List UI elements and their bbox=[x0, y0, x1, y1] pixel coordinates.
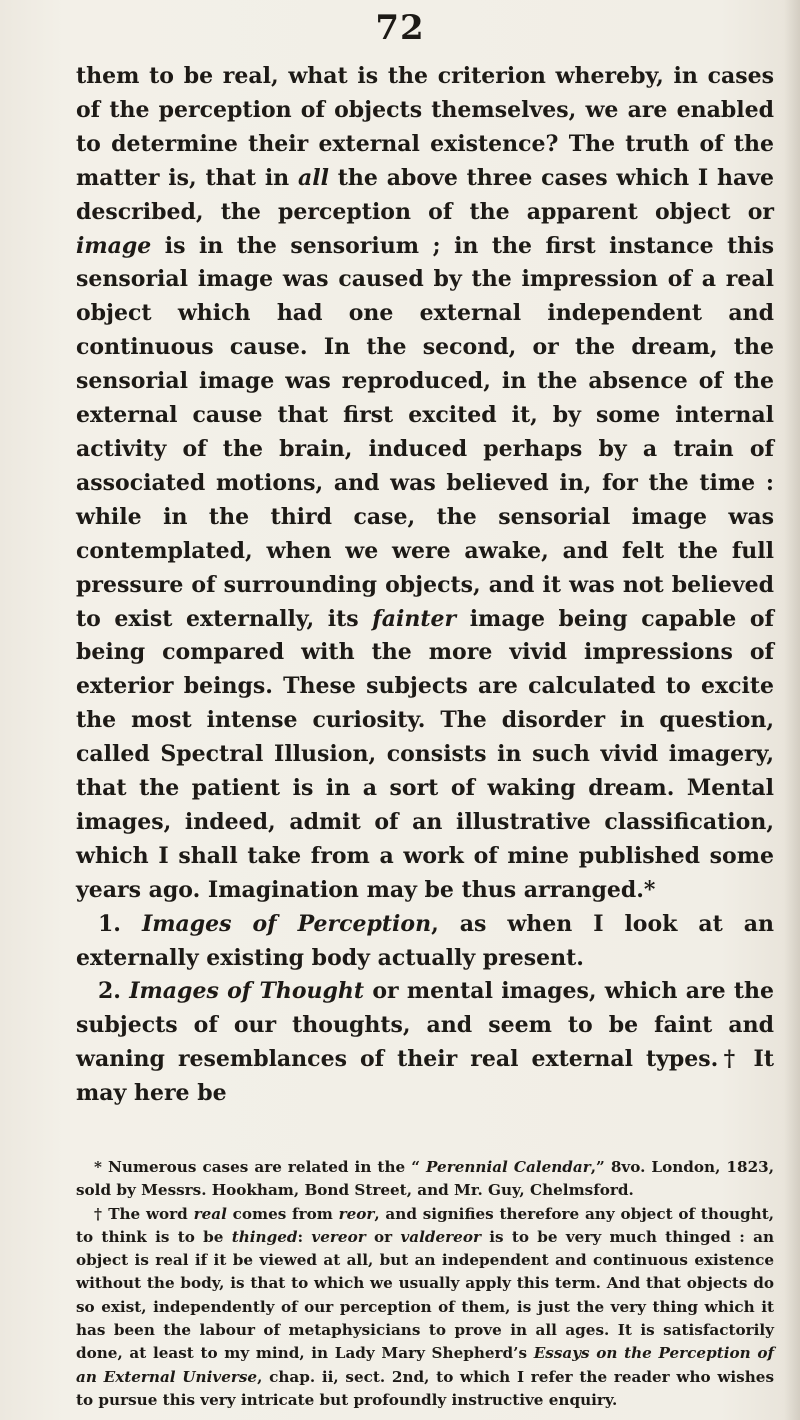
italic-text: valdereor bbox=[400, 1227, 481, 1246]
footnotes bbox=[76, 1156, 774, 1412]
paragraph bbox=[76, 908, 774, 976]
text-run: or mental images, which are the subjects of our thoughts, and seem to be faint and waning resemblances of their real external types.† It may here be bbox=[76, 978, 774, 1107]
italic-text: Essays on the Perception of an External Universe bbox=[76, 1344, 774, 1386]
paragraph bbox=[76, 60, 774, 908]
text-run: is in the sensorium ; in the first instance this sensorial image was caused by the impression of a real object which had one external independent and continuous cause. In the second, or the dream, the sensorial image was reproduced, in the absence of the external cause that first excited it, by some internal activity of the brain, induced perhaps by a train of associated motions, and was believed in, for the time : while in the third case, the sensorial image was contemplated, when we were awake, and felt the full pressure of surrounding objects, and it was not believed to exist externally, its bbox=[76, 232, 774, 632]
text-run: 2. bbox=[98, 978, 130, 1005]
footnote bbox=[76, 1203, 774, 1413]
italic-text: Perennial Calendar bbox=[426, 1158, 591, 1176]
text-run: , as when I look at an externally existing body actually present. bbox=[76, 910, 774, 971]
italic-text: Images of Perception bbox=[141, 910, 432, 937]
text-run: or bbox=[365, 1227, 401, 1246]
text-run: † The word bbox=[94, 1204, 194, 1223]
italic-text: fainter bbox=[372, 605, 457, 632]
italic-text: all bbox=[297, 164, 329, 191]
italic-text: reor bbox=[338, 1204, 375, 1223]
text-run: * Numerous cases are related in the “ bbox=[94, 1158, 427, 1176]
italic-text: thinged bbox=[231, 1227, 298, 1246]
text-run: ,” 8vo. London, 1823, sold by Messrs. Hookham, Bond Street, and Mr. Guy, Chelmsford. bbox=[76, 1158, 774, 1200]
text-run: image being capable of being compared with the more vivid impressions of exterior beings. These subjects are calculated to excite the most intense curiosity. The disorder in question, called Spectral Illusion, consists in such vivid imagery, that the patient is in a sort of waking dream. Mental images, indeed, admit of an illustrative classification, which I shall take from a work of mine published some years ago. Imagination may be thus arranged.* bbox=[76, 605, 775, 903]
text-run: 1. bbox=[98, 910, 142, 937]
italic-text: real bbox=[193, 1204, 227, 1223]
text-run: , chap. ii, sect. 2nd, to which I refer the reader who wishes to pursue this very intricate but profoundly instructive enquiry. bbox=[76, 1367, 774, 1409]
text-run: : bbox=[297, 1227, 312, 1246]
text-run: , and signifies therefore any object of thought, to think is to be bbox=[76, 1204, 775, 1246]
page-number: 72 bbox=[375, 8, 425, 48]
text-run: them to be real, what is the criterion whereby, in cases of the perception of objects themselves, we are enabled to determine their external existence? The truth of the matter is, that in bbox=[76, 63, 774, 191]
text-run: the above three cases which I have described, the perception of the apparent object or bbox=[76, 164, 774, 225]
text-run: is to be very much thinged : an object is real if it be viewed at all, but an independent and continuous existence without the body, is that to which we usually apply this term. And that objects do so exist, independently of our perception of them, is just the very thing which it has been the labour of metaphysicians to prove in all ages. It is satisfactorily done, at least to my mind, in Lady Mary Shepherd’s bbox=[76, 1227, 774, 1363]
body-text bbox=[76, 60, 774, 1111]
text-run: comes from bbox=[226, 1204, 339, 1223]
italic-text: image bbox=[76, 232, 152, 259]
paragraph bbox=[76, 975, 774, 1111]
footnote bbox=[76, 1156, 774, 1203]
page-edge-shadow bbox=[784, 0, 800, 1420]
italic-text: Images of Thought bbox=[129, 978, 365, 1005]
italic-text: vereor bbox=[311, 1227, 366, 1246]
